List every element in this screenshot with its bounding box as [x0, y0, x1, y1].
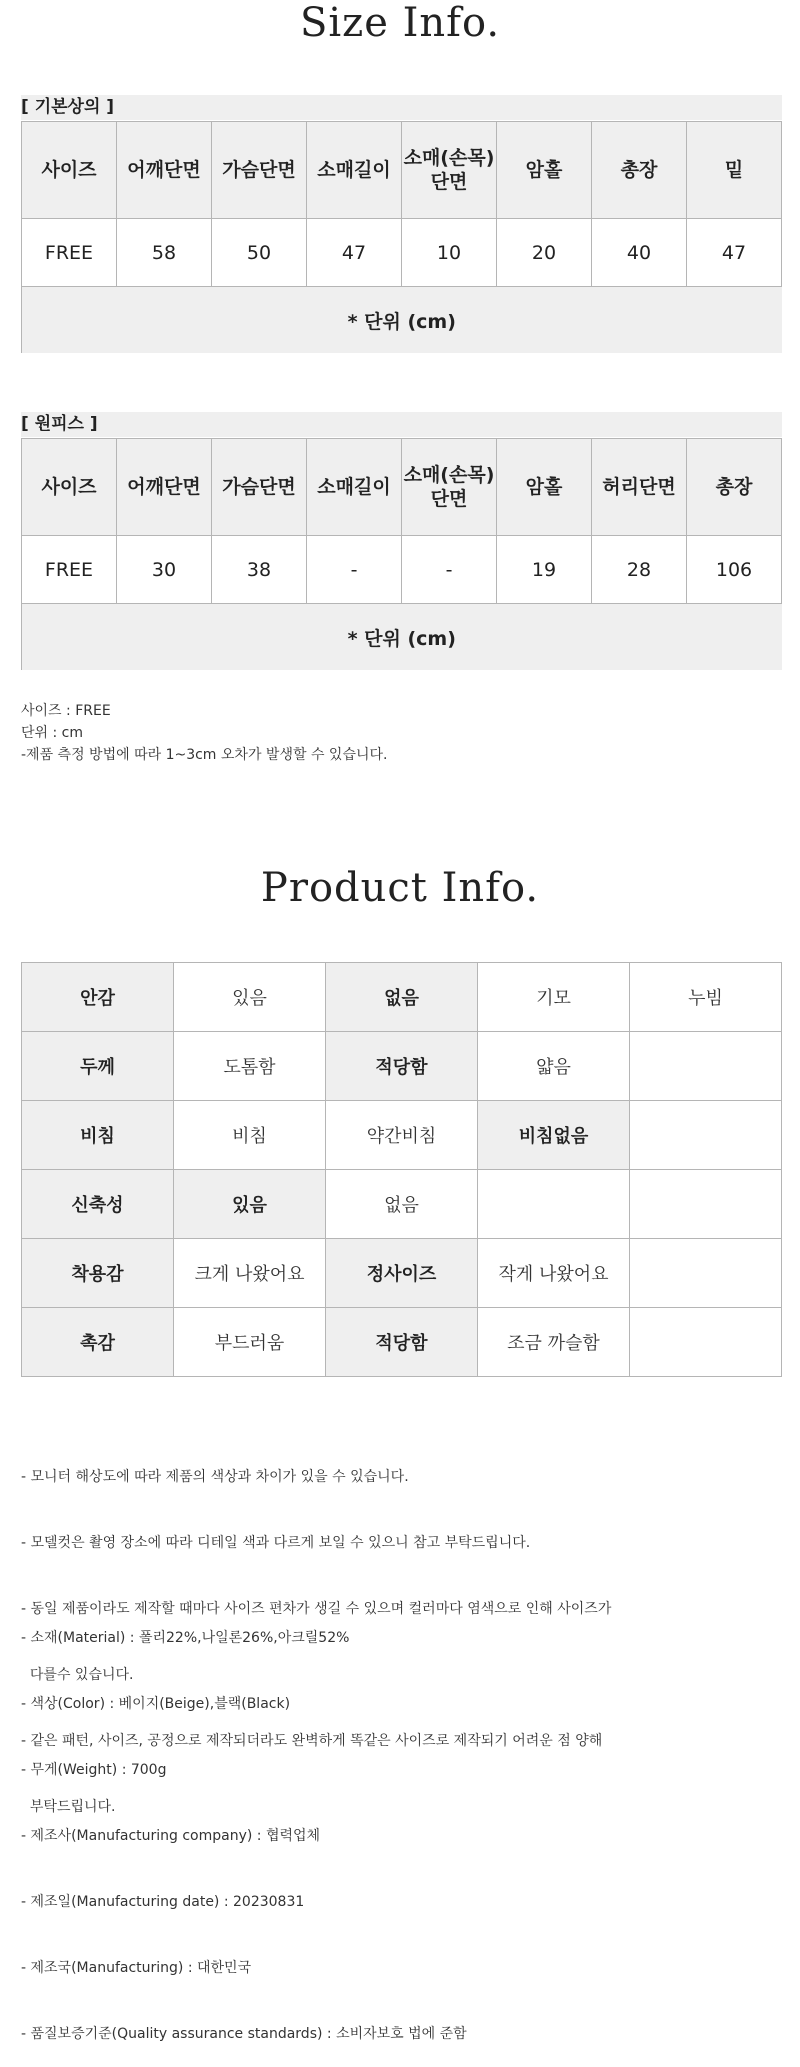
- product-option: 약간비침: [326, 1101, 478, 1170]
- header-cell: 허리단면: [592, 439, 687, 536]
- product-option: 적당함: [326, 1308, 478, 1377]
- value-cell: -: [307, 536, 402, 604]
- header-cell: 총장: [592, 122, 687, 219]
- value-cell: 106: [687, 536, 782, 604]
- product-attr-label: 두께: [22, 1032, 174, 1101]
- product-option: 부드러움: [174, 1308, 326, 1377]
- spec-line: - 제조사(Manufacturing company) : 협력업체: [21, 1828, 321, 1844]
- product-option: [630, 1101, 782, 1170]
- disclaimer-line: 부탁드립니다.: [21, 1799, 116, 1815]
- value-cell: 20: [497, 219, 592, 287]
- value-cell: 47: [687, 219, 782, 287]
- size-table-value-row: [22, 536, 782, 604]
- product-option: 얇음: [478, 1032, 630, 1101]
- product-option: [630, 1032, 782, 1101]
- table-label-onepiece: [ 원피스 ]: [21, 412, 782, 437]
- product-attr-label: 착용감: [22, 1239, 174, 1308]
- header-cell: 소매길이: [307, 439, 402, 536]
- product-info-row: [22, 1170, 782, 1239]
- value-cell: 50: [212, 219, 307, 287]
- value-cell: 47: [307, 219, 402, 287]
- product-option: [478, 1170, 630, 1239]
- spec-line: - 품질보증기준(Quality assurance standards) : 소비자보호 법에 준함: [21, 2026, 467, 2042]
- product-option: 도톰함: [174, 1032, 326, 1101]
- product-attr-label: 촉감: [22, 1308, 174, 1377]
- product-option: 누빔: [630, 963, 782, 1032]
- disclaimer-line: 다를수 있습니다.: [21, 1667, 134, 1683]
- product-info-row: [22, 1101, 782, 1170]
- value-cell: 30: [117, 536, 212, 604]
- product-option: 있음: [174, 963, 326, 1032]
- product-info-row: [22, 1239, 782, 1308]
- spec-line: - 제조일(Manufacturing date) : 20230831: [21, 1894, 305, 1910]
- product-info-table: [21, 962, 782, 1377]
- disclaimer-line: - 모델컷은 촬영 장소에 따라 디테일 색과 다르게 보일 수 있으니 참고 부탁드립니다.: [21, 1535, 531, 1551]
- size-table-header-row: [22, 439, 782, 536]
- product-option: 적당함: [326, 1032, 478, 1101]
- product-option: 비침: [174, 1101, 326, 1170]
- disclaimer-line: - 같은 패턴, 사이즈, 공정으로 제작되더라도 완벽하게 똑같은 사이즈로 제작되기 어려운 점 양해: [21, 1733, 603, 1749]
- size-table-value-row: [22, 219, 782, 287]
- header-cell: 암홀: [497, 439, 592, 536]
- table-label-basic-top: [ 기본상의 ]: [21, 95, 782, 120]
- header-cell: 소매(손목) 단면: [402, 122, 497, 219]
- value-cell: FREE: [22, 219, 117, 287]
- value-cell: FREE: [22, 536, 117, 604]
- header-cell: 밑: [687, 122, 782, 219]
- value-cell: 38: [212, 536, 307, 604]
- spec-line: - 제조국(Manufacturing) : 대한민국: [21, 1960, 252, 1976]
- size-table-header-row: [22, 122, 782, 219]
- size-note-line: 단위 : cm: [21, 725, 84, 741]
- size-table-unit-row: [22, 604, 782, 671]
- product-option: 기모: [478, 963, 630, 1032]
- unit-cell: * 단위 (cm): [22, 604, 782, 671]
- product-specs: [21, 1583, 467, 2067]
- spec-line: - 색상(Color) : 베이지(Beige),블랙(Black): [21, 1696, 291, 1712]
- size-info-title: Size Info.: [299, 0, 501, 46]
- product-info-row: [22, 1032, 782, 1101]
- product-option: 없음: [326, 963, 478, 1032]
- header-cell: 총장: [687, 439, 782, 536]
- disclaimer-line: - 모니터 해상도에 따라 제품의 색상과 차이가 있을 수 있습니다.: [21, 1469, 409, 1485]
- product-info-title: Product Info.: [260, 865, 540, 911]
- value-cell: 28: [592, 536, 687, 604]
- size-note-line: -제품 측정 방법에 따라 1~3cm 오차가 발생할 수 있습니다.: [21, 747, 388, 763]
- header-cell: 암홀: [497, 122, 592, 219]
- product-option: 없음: [326, 1170, 478, 1239]
- value-cell: 19: [497, 536, 592, 604]
- unit-cell: * 단위 (cm): [22, 287, 782, 354]
- header-cell: 소매길이: [307, 122, 402, 219]
- size-table-onepiece: [21, 438, 782, 670]
- header-cell: 어깨단면: [117, 122, 212, 219]
- size-table-basic-top: [21, 121, 782, 353]
- product-attr-label: 비침: [22, 1101, 174, 1170]
- size-note-line: 사이즈 : FREE: [21, 703, 111, 719]
- disclaimer-line: - 동일 제품이라도 제작할 때마다 사이즈 편차가 생길 수 있으며 컬러마다 염색으로 인해 사이즈가: [21, 1601, 612, 1617]
- product-attr-label: 안감: [22, 963, 174, 1032]
- value-cell: 58: [117, 219, 212, 287]
- product-option: 정사이즈: [326, 1239, 478, 1308]
- product-option: [630, 1308, 782, 1377]
- header-cell: 사이즈: [22, 439, 117, 536]
- header-cell: 가슴단면: [212, 439, 307, 536]
- spec-line: - 무게(Weight) : 700g: [21, 1762, 167, 1778]
- size-notes: [21, 700, 387, 766]
- header-cell: 소매(손목) 단면: [402, 439, 497, 536]
- product-option: 있음: [174, 1170, 326, 1239]
- product-option: 조금 까슬함: [478, 1308, 630, 1377]
- product-option: 작게 나왔어요: [478, 1239, 630, 1308]
- value-cell: 10: [402, 219, 497, 287]
- product-attr-label: 신축성: [22, 1170, 174, 1239]
- spec-line: - 소재(Material) : 폴리22%,나일론26%,아크릴52%: [21, 1630, 350, 1646]
- product-option: [630, 1239, 782, 1308]
- header-cell: 어깨단면: [117, 439, 212, 536]
- product-option: 크게 나왔어요: [174, 1239, 326, 1308]
- header-cell: 가슴단면: [212, 122, 307, 219]
- product-option: [630, 1170, 782, 1239]
- product-info-row: [22, 963, 782, 1032]
- value-cell: 40: [592, 219, 687, 287]
- product-info-row: [22, 1308, 782, 1377]
- product-option: 비침없음: [478, 1101, 630, 1170]
- value-cell: -: [402, 536, 497, 604]
- header-cell: 사이즈: [22, 122, 117, 219]
- size-table-unit-row: [22, 287, 782, 354]
